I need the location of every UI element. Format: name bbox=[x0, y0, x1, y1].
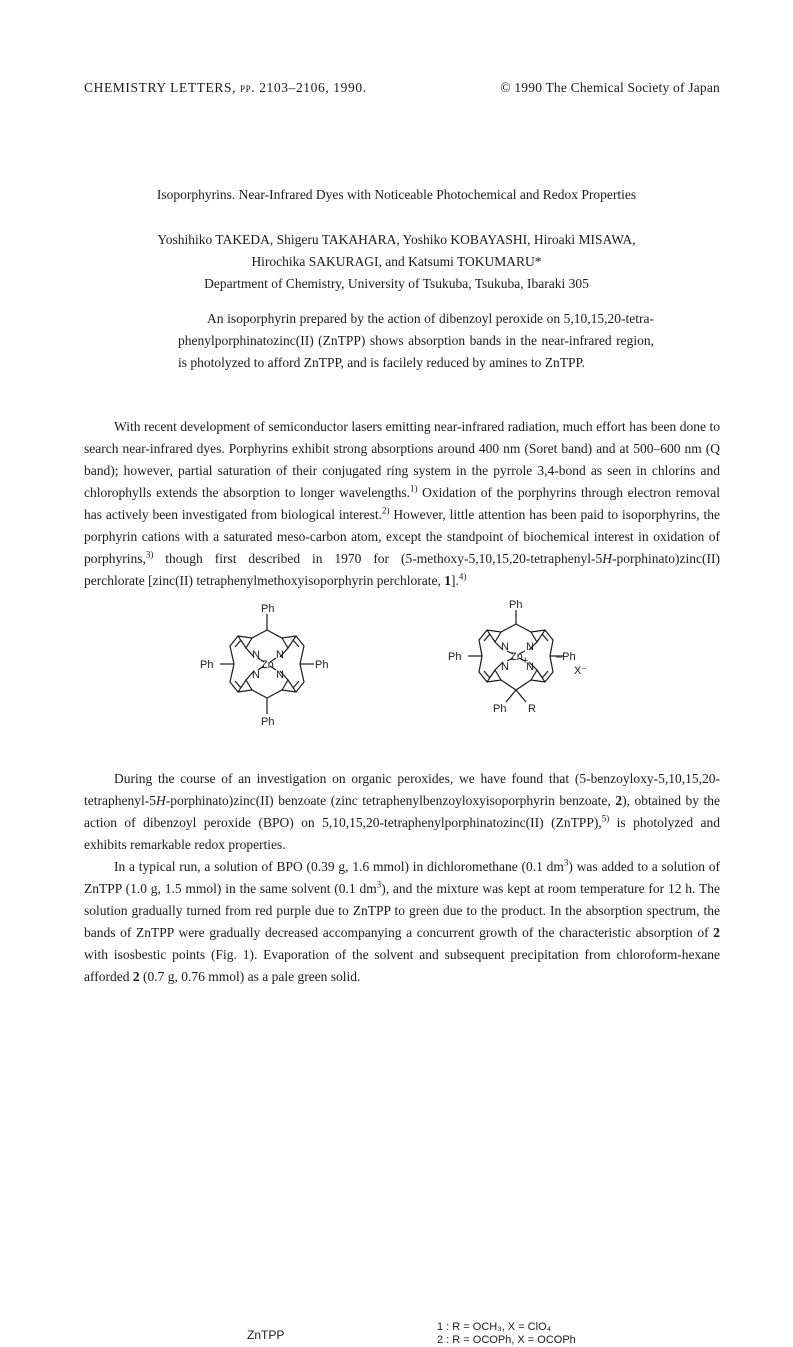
compound-2-definition: 2 : R = OCOPh, X = OCOPh bbox=[437, 1334, 576, 1346]
iso-r-bottom: R bbox=[528, 703, 536, 715]
svg-text:N: N bbox=[526, 661, 534, 673]
copyright-notice: © 1990 The Chemical Society of Japan bbox=[500, 80, 720, 95]
compound-1-definition: 1 : R = OCH₃, X = ClO₄ bbox=[437, 1321, 552, 1333]
iso-plus: + bbox=[522, 655, 529, 667]
zntpp-ph-top: Ph bbox=[261, 603, 275, 615]
iso-ph-bottom: Ph bbox=[493, 703, 507, 715]
svg-text:N: N bbox=[526, 641, 534, 653]
iso-ph-left: Ph bbox=[448, 651, 462, 663]
paper-title: Isoporphyrins. Near-Infrared Dyes with Noticeable Photochemical and Redox Properties bbox=[156, 187, 637, 202]
paragraph-1: With recent development of semiconductor lasers emitting near-infrared radiation, much effort has been done to search near-infrared dyes. Porphyrins exhibit strong absorptions around 400 nm (Soret band) and at 500–600 nm (Q band); however, partial saturation of their conjugated ring system in the pyrrole 3,4-bond as seen in chlorins and chlorophylls extends the absorption to longer wavelengths.$^{1)}$ Oxidation of the porphyrins through electron removal has actively been investigated from biological interest.$^{2)}$ However, little attention has been paid to isoporphyrins, the porphyrin cations with a saturated meso-carbon atom, except the standpoint of biochemical interest in oxidation of porphyrins,$^{3)}$ though first described in 1970 for (5-methoxy-5,10,15,20-tetraphenyl-5H-porphinato)zinc(II) perchlorate [zinc(II) tetraphenylmethoxyisoporphyrin perchlorate, 1].$^{4)}$ bbox=[84, 419, 720, 588]
zntpp-caption: ZnTPP bbox=[247, 1328, 285, 1342]
abstract: An isoporphyrin prepared by the action of dibenzoyl peroxide on 5,10,15,20-tetra-phenylporphinatozinc(II) (ZnTPP) shows absorption bands in the near-infrared region, is photolyzed to afford ZnTPP, and is facilely reduced by amines to ZnTPP. bbox=[178, 311, 654, 370]
iso-anion: X⁻ bbox=[574, 665, 588, 677]
svg-text:N: N bbox=[501, 641, 509, 653]
affiliation: Department of Chemistry, University of Tsukuba, Tsukuba, Ibaraki 305 bbox=[204, 276, 589, 291]
zntpp-ph-bottom: Ph bbox=[261, 716, 275, 728]
author-line-2: Hirochika SAKURAGI, and Katsumi TOKUMARU* bbox=[251, 254, 542, 269]
zntpp-ph-right: Ph bbox=[315, 659, 329, 671]
journal-citation: CHEMISTRY LETTERS, pp. 2103–2106, 1990. bbox=[84, 80, 367, 95]
body-section-2 bbox=[84, 768, 720, 988]
ref-2: 2) bbox=[382, 505, 390, 516]
svg-text:N: N bbox=[276, 649, 284, 661]
isoporphyrin-structure bbox=[446, 598, 606, 716]
ref-3: 3) bbox=[145, 549, 154, 560]
zntpp-ph-left: Ph bbox=[200, 659, 214, 671]
isoporphyrin-caption bbox=[437, 1321, 576, 1347]
svg-text:N: N bbox=[276, 669, 284, 681]
paragraph-2: During the course of an investigation on organic peroxides, we have found that (5-benzoyloxy-5,10,15,20-tetraphenyl-5H-porphinato)zinc(II) benzoate (zinc tetraphenylbenzoyloxyisoporphyrin benzoate, 2), obtained by the action of dibenzoyl peroxide (BPO) on 5,10,15,20-tetraphenylporphinatozinc(II) (ZnTPP),$^{5)}$ is photolyzed and exhibits remarkable redox properties. bbox=[84, 771, 721, 852]
iso-ph-right: –Ph bbox=[556, 651, 576, 663]
zntpp-zn: Zn bbox=[261, 659, 274, 671]
svg-text:N: N bbox=[252, 669, 260, 681]
author-line-1: Yoshihiko TAKEDA, Shigeru TAKAHARA, Yoshiko KOBAYASHI, Hiroaki MISAWA, bbox=[157, 232, 636, 247]
author-block bbox=[0, 229, 793, 295]
zntpp-structure bbox=[192, 602, 342, 732]
svg-text:N: N bbox=[501, 661, 509, 673]
iso-zn: Zn bbox=[510, 651, 523, 663]
ref-1: 1) bbox=[409, 483, 418, 494]
ref-5: 5) bbox=[601, 813, 610, 824]
compound-1-label: 1 bbox=[444, 573, 451, 588]
paragraph-3: In a typical run, a solution of BPO (0.39 g, 1.6 mmol) in dichloromethane (0.1 $dm^3$) was added to a solution of ZnTPP (1.0 g, 1.5 mmol) in the same solvent (0.1 $dm^3$), and the mixture was kept at room temperature for 12 h. The solution gradually turned from red purple due to ZnTPP to green due to the product. In the absorption spectrum, the bands of ZnTPP were gradually decreased accompanying a concurrent growth of the characteristic absorption of 2 with isosbestic points (Fig. 1). Evaporation of the solvent and subsequent precipitation from chloroform-hexane afforded 2 (0.7 g, 0.76 mmol) as a pale green solid. bbox=[84, 857, 721, 984]
iso-ph-top: Ph bbox=[509, 599, 523, 611]
ref-4: 4) bbox=[458, 571, 467, 582]
running-header bbox=[84, 80, 720, 96]
body-section-1 bbox=[84, 416, 720, 592]
svg-text:N: N bbox=[252, 649, 260, 661]
